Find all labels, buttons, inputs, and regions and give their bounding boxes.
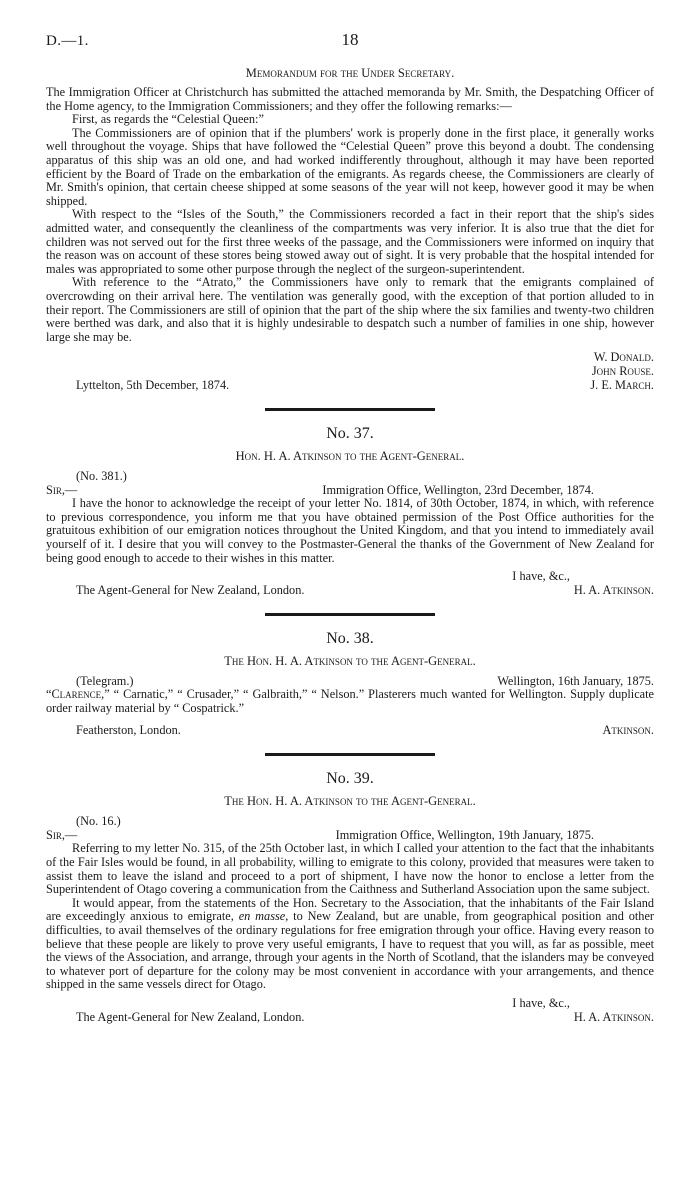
section-title: The Hon. H. A. Atkinson to the Agent-General. [224,654,476,669]
memorandum-paragraph: With respect to the “Isles of the South,” the Commissioners recorded a fact in their report that the ship's sides admitted water, and consequently the cleanliness of the compartments was very inferior. It is also true that the diet for children was not served out for the first three weeks of the passage, and the Commissioners were informed on inquiry that the reason was on account of these stores being stowed away out of sight. It is very probable that the hospital intended for males was appropriated to some other purpose through the neglect of the surgeon-superintendent. [46,207,654,276]
section-paragraph: Referring to my letter No. 315, of the 25th October last, in which I called your attention to the fact that the inhabitants of the Fair Isles would be found, in all probability, willing to emigrate to this colony, provided that measures were taken to assist them to leave the island and proceed to a port of shipment, I have now the honor to enclose a letter from the Superintendent of Otago covering a communication from the Caithness and Sutherland Association upon the same subject. [46,841,654,897]
signature-name: J. E. March. [590,378,654,393]
spacer [46,715,654,723]
section-ref-row [46,469,654,483]
signature-name: H. A. Atkinson. [573,1009,654,1024]
letter-reference: (No. 381.) [76,469,127,484]
salutation: Sir,— [46,483,78,498]
paragraph-text-post: to New Zealand, but are unable, from geographical position and other difficulties, to avail themselves of the ordinary regulations for free emigration through your office. Having every reason to believe that these people are likely to prove very useful emigrants, I have to request that you will, as far as possible, meet the views of the Association, and arrange, through your agents in the North of Scotland, that the islanders may be conveyed to whatever port of departure for the colony may be most convenient in accordance with your arrangements, and thence shipped in the same vessels direct for Otago. [46,909,654,992]
memorandum-paragraph: First, as regards the “Celestial Queen:” [72,112,264,127]
salutation-row [46,483,654,497]
signature-name: Atkinson. [602,723,654,738]
addressee-row [46,583,654,597]
memorandum-paragraph: The Commissioners are of opinion that if the plumbers' work is properly done in the first place, it generally works well throughout the voyage. Ships that have followed the “Celestial Queen” prove this beyond a doubt. The condensing apparatus of this ship was an old one, and had worked indifferently throughout, although it may have been reported efficient by the Board of Trade on the embarkation of the emigrants. As regards cheese, the Commissioners are clearly of Mr. Smith's opinion, that certain cheese shipped at some seasons of the year will not keep, however good it may be when shipped. [46,125,654,208]
signature-name: H. A. Atkinson. [573,583,654,598]
section-number: No. 39. [326,770,374,788]
section-paragraph [46,897,654,992]
section-divider [265,613,435,616]
section-title: The Hon. H. A. Atkinson to the Agent-General. [224,794,476,809]
section-title: Hon. H. A. Atkinson to the Agent-General. [235,449,465,464]
place-and-date: Lyttelton, 5th December, 1874. [76,378,230,393]
telegram-meta-row [46,674,654,688]
section-number: No. 38. [326,630,374,648]
section-number: No. 37. [326,425,374,443]
paragraph-emphasis: en masse, [238,909,289,924]
addressee: The Agent-General for New Zealand, London. [76,1009,305,1024]
telegram-body [46,688,654,715]
addressee: The Agent-General for New Zealand, London. [76,583,305,598]
salutation: Sir,— [46,828,78,843]
memorandum-heading: Memorandum for the Under Secretary. [245,66,455,80]
addressee: Featherston, London. [76,723,181,738]
telegram-ship-lead: “Clarence,” [46,687,110,702]
addressee-row [46,1010,654,1024]
telegram-label: (Telegram.) [76,674,134,689]
paragraph-text-pre: It would appear, from the statements of the Hon. Secretary to the Association, that the inhabitants of the Fair Island are exceedingly anxious to emigrate, [46,895,654,924]
place-and-date: Wellington, 16th January, 1875. [497,674,654,689]
letter-reference: (No. 16.) [76,814,121,829]
signature-name: John Rouse. [591,364,654,379]
memorandum-signatures [46,350,654,378]
place-and-date: Immigration Office, Wellington, 19th January, 1875. [335,828,594,843]
page-number: 18 [341,30,359,49]
closing-phrase: I have, &c., [512,995,570,1010]
memorandum-paragraph: The Immigration Officer at Christchurch has submitted the attached memoranda by Mr. Smith, the Despatching Officer of the Home agency, to the Immigration Commissioners; and they offer the following remarks:— [46,85,654,113]
signature-name: W. Donald. [593,350,654,365]
section-paragraph: I have the honor to acknowledge the receipt of your letter No. 1814, of 30th October, 1874, in which, with reference to previous correspondence, you inform me that you have obtained permission of the Post Office authorities for the gratuitous exhibition of our emigration notices throughout the United Kingdom, and that you intend to immediately avail yourself of it. I desire that you will convey to the Postmaster-General the thanks of the Government of New Zealand for being good enough to accede to their wishes in this matter. [46,496,654,565]
document-identifier: D.—1. [46,33,89,49]
memorandum-place-line [46,378,654,392]
telegram-body-text: “ Carnatic,” “ Crusader,” “ Galbraith,” “ Nelson.” Plasterers much wanted for Wellington. Supply duplicate order railway material by “ Cospatrick.” [46,687,654,715]
section-ref-row [46,814,654,828]
section-divider [265,408,435,411]
memorandum-paragraph: With reference to the “Atrato,” the Commissioners have only to remark that the emigrants complained of overcrowding on their arrival here. The ventilation was generally good, with the exception of that portion alluded to in their report. The Commissioners are still of opinion that the part of the ship where the six families and twenty-two children were berthed was dark, and also that it is highly undesirable to despatch such a number of families in one ship, however large she may be. [46,275,654,344]
closing-phrase: I have, &c., [512,569,570,584]
place-and-date: Immigration Office, Wellington, 23rd December, 1874. [322,483,594,498]
salutation-row [46,828,654,842]
section-divider [265,753,435,756]
addressee-row [46,723,654,737]
page-header [46,30,654,50]
